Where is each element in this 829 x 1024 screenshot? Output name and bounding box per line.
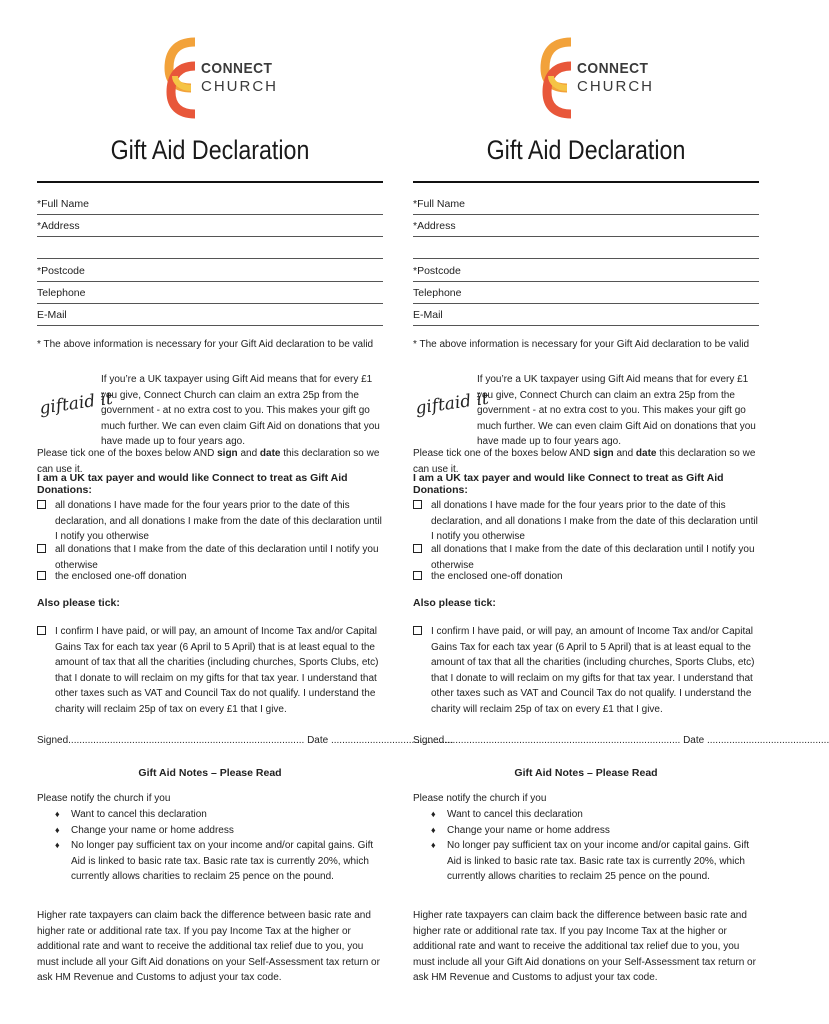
checkbox[interactable]: [413, 571, 422, 580]
notes-intro: Please notify the church if you: [37, 793, 171, 804]
logo-text-connect: CONNECT: [201, 60, 273, 77]
giftaid-paragraph: If you’re a UK taxpayer using Gift Aid means that for every £1 you give, Connect Church can claim an extra 25p from the government - at no extra cost to you. This makes your gift go much further. We can even claim Gift Aid on donations that you have made up to four years ago.: [101, 374, 380, 447]
option-label: I confirm I have paid, or will pay, an amount of Income Tax and/or Capital Gains Tax for each tax year (6 April to 5 April) that is at least equal to the amount of tax that all the charities (including churches, Sports Clubs, etc) that I donate to will reclaim on my gifts for that tax year. I understand that other taxes such as VAT and Council Tax do not qualify. I understand the charity will reclaim 25p of tax on every £1 that I give.: [431, 626, 755, 715]
notes-title: Gift Aid Notes – Please Read: [138, 767, 282, 779]
email-label: E-Mail: [37, 309, 67, 321]
checkbox[interactable]: [37, 571, 46, 580]
signature-date-line[interactable]: Signed..................................................................................... Date ............................................: [37, 735, 454, 746]
higher-rate-note: Higher rate taxpayers can claim back the difference between basic rate and higher rate or additional rate tax. If you pay Income Tax at the higher or additional rate and want to receive the additional tax relief due to you, you must include all your Gift Aid donations on your Self-Assessment tax return or ask HM Revenue and Customs to adjust your tax code.: [37, 910, 380, 983]
checkbox[interactable]: [413, 626, 422, 635]
connect-church-logo-mark: [165, 36, 205, 120]
telephone-line[interactable]: [37, 303, 383, 304]
title-divider: [413, 181, 759, 183]
notes-bullet-list: [37, 807, 383, 885]
connect-church-logo-mark: [541, 36, 581, 120]
telephone-line[interactable]: [413, 303, 759, 304]
notes-bullet-list: [413, 807, 759, 885]
giftaid-logo-text: giftaid it: [38, 388, 114, 419]
logo-text-connect: CONNECT: [577, 60, 649, 77]
logo-text-church: CHURCH: [577, 78, 654, 95]
connect-church-logo: [541, 36, 681, 126]
declaration-form-left: [37, 0, 454, 1024]
option-label: all donations that I make from the date of this declaration until I notify you otherwise: [55, 544, 379, 571]
option-label: all donations that I make from the date of this declaration until I notify you otherwise: [431, 544, 755, 571]
logo-text-church: CHURCH: [201, 78, 278, 95]
postcode-label: *Postcode: [37, 265, 85, 277]
option-label: the enclosed one-off donation: [55, 571, 187, 582]
list-item: ♦ Want to cancel this declaration: [431, 809, 583, 820]
uk-taxpayer-heading: I am a UK tax payer and would like Connect to treat as Gift Aid Donations:: [413, 472, 724, 496]
giftaid-paragraph: If you’re a UK taxpayer using Gift Aid means that for every £1 you give, Connect Church can claim an extra 25p from the government - at no extra cost to you. This makes your gift go much further. We can even claim Gift Aid on donations that you have made up to four years ago.: [477, 374, 756, 447]
signature-date-line[interactable]: Signed..................................................................................... Date ............................................: [413, 735, 829, 746]
giftaid-logo-text: giftaid it: [414, 388, 490, 419]
checkbox[interactable]: [413, 544, 422, 553]
address-line-2[interactable]: [37, 258, 383, 259]
notes-title: Gift Aid Notes – Please Read: [514, 767, 658, 779]
list-item: ♦ Change your name or home address: [431, 824, 610, 836]
full-name-label: *Full Name: [413, 198, 465, 210]
postcode-label: *Postcode: [413, 265, 461, 277]
full-name-label: *Full Name: [37, 198, 89, 210]
notes-intro: Please notify the church if you: [413, 793, 547, 804]
email-line[interactable]: [37, 325, 383, 326]
title-divider: [37, 181, 383, 183]
tick-instructions: Please tick one of the boxes below AND sign and date this declaration so we can use it.: [37, 448, 380, 475]
declaration-form-right: [413, 0, 829, 1024]
postcode-line[interactable]: [413, 281, 759, 282]
connect-church-logo: [165, 36, 305, 126]
email-line[interactable]: [413, 325, 759, 326]
checkbox[interactable]: [37, 544, 46, 553]
validity-note: * The above information is necessary for your Gift Aid declaration to be valid: [413, 339, 750, 350]
tick-instructions: Please tick one of the boxes below AND sign and date this declaration so we can use it.: [413, 448, 756, 475]
list-item: ♦ Change your name or home address: [55, 824, 234, 836]
full-name-line[interactable]: [37, 214, 383, 215]
uk-taxpayer-heading: I am a UK tax payer and would like Connect to treat as Gift Aid Donations:: [37, 472, 348, 496]
address-line-2[interactable]: [413, 258, 759, 259]
checkbox[interactable]: [37, 626, 46, 635]
option-label: the enclosed one-off donation: [431, 571, 563, 582]
option-label: I confirm I have paid, or will pay, an amount of Income Tax and/or Capital Gains Tax for each tax year (6 April to 5 April) that is at least equal to the amount of tax that all the charities (including churches, Sports Clubs, etc) that I donate to will reclaim on my gifts for that tax year. I understand that other taxes such as VAT and Council Tax do not qualify. I understand the charity will reclaim 25p of tax on every £1 that I give.: [55, 626, 379, 715]
checkbox[interactable]: [37, 500, 46, 509]
page-title: Gift Aid Declaration: [110, 135, 310, 165]
giftaid-logo: [37, 382, 114, 419]
address-line-1[interactable]: [413, 236, 759, 237]
higher-rate-note: Higher rate taxpayers can claim back the difference between basic rate and higher rate or additional rate tax. If you pay Income Tax at the higher or additional rate and want to receive the additional tax relief due to you, you must include all your Gift Aid donations on your Self-Assessment tax return or ask HM Revenue and Customs to adjust your tax code.: [413, 910, 756, 983]
telephone-label: Telephone: [413, 287, 462, 299]
validity-note: * The above information is necessary for your Gift Aid declaration to be valid: [37, 339, 374, 350]
also-tick-heading: Also please tick:: [37, 597, 120, 609]
address-line-1[interactable]: [37, 236, 383, 237]
option-label: all donations I have made for the four years prior to the date of this declaration, and all donations I make from the date of this declaration until I notify you otherwise: [431, 500, 758, 542]
email-label: E-Mail: [413, 309, 443, 321]
postcode-line[interactable]: [37, 281, 383, 282]
list-item: ♦ No longer pay sufficient tax on your income and/or capital gains. Gift Aid is linked to basic rate tax. Basic rate tax is currently 20%, which currently allows charities to reclaim 25 pence on the pound.: [55, 840, 374, 882]
full-name-line[interactable]: [413, 214, 759, 215]
list-item: ♦ Want to cancel this declaration: [55, 809, 207, 820]
address-label: *Address: [37, 220, 80, 232]
giftaid-logo: [413, 382, 490, 419]
also-tick-heading: Also please tick:: [413, 597, 496, 609]
address-label: *Address: [413, 220, 456, 232]
telephone-label: Telephone: [37, 287, 86, 299]
checkbox[interactable]: [413, 500, 422, 509]
page-title: Gift Aid Declaration: [486, 135, 686, 165]
option-label: all donations I have made for the four years prior to the date of this declaration, and all donations I make from the date of this declaration until I notify you otherwise: [55, 500, 382, 542]
list-item: ♦ No longer pay sufficient tax on your income and/or capital gains. Gift Aid is linked to basic rate tax. Basic rate tax is currently 20%, which currently allows charities to reclaim 25 pence on the pound.: [431, 840, 750, 882]
